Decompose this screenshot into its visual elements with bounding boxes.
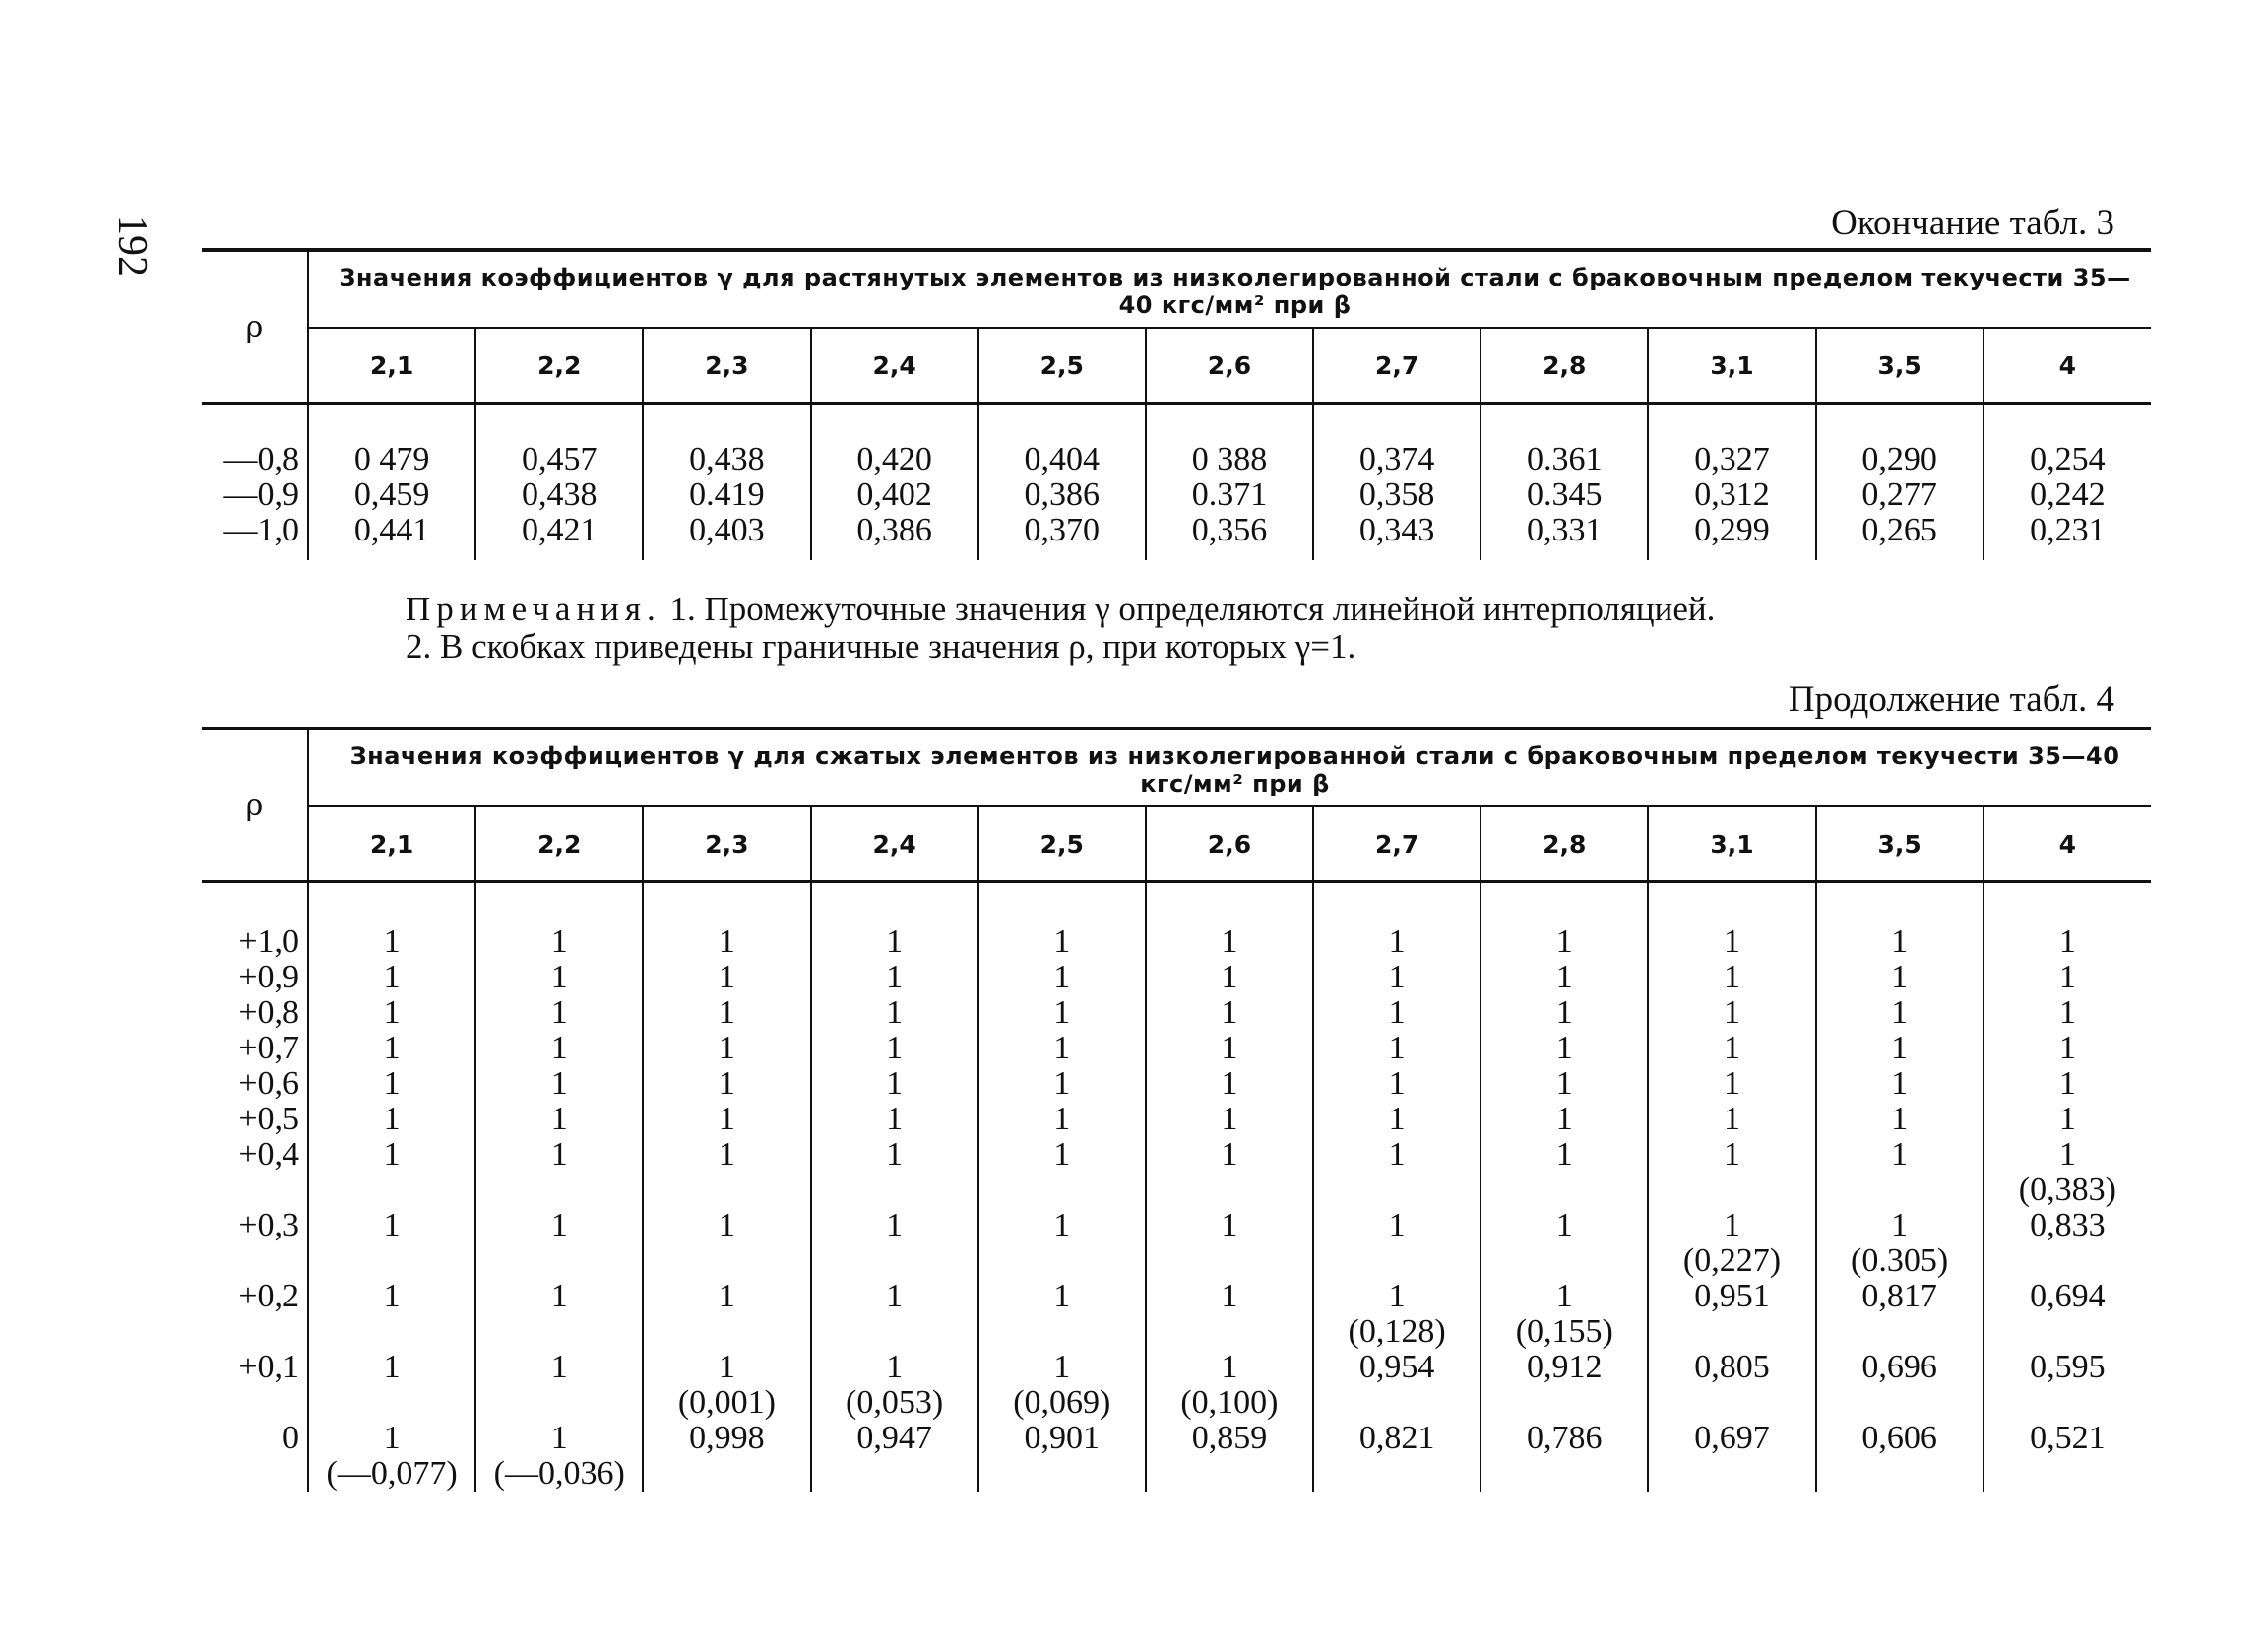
gamma-value bbox=[1649, 1385, 1814, 1421]
gamma-value: 1 bbox=[1388, 1207, 1406, 1243]
gamma-value: 0,403 bbox=[689, 512, 765, 548]
gamma-value: 1 bbox=[550, 1420, 568, 1456]
gamma-value: 1 bbox=[1723, 923, 1740, 960]
gamma-value: 1 bbox=[383, 994, 401, 1031]
gamma-value: 1 bbox=[1555, 1065, 1573, 1102]
note-1: 1. Промежуточные значения γ определяются линейной интерполяцией. bbox=[661, 590, 1716, 628]
gamma-value bbox=[1984, 1385, 2151, 1421]
gamma-column bbox=[1480, 882, 1648, 1492]
gamma-value: (0.305) bbox=[1851, 1242, 1949, 1279]
gamma-value: (0,383) bbox=[2018, 1172, 2116, 1208]
table3-beta-row bbox=[202, 328, 2151, 404]
gamma-value: 1 bbox=[1221, 1207, 1238, 1243]
gamma-value: 1 bbox=[1053, 959, 1071, 995]
gamma-value: 1 bbox=[1221, 1278, 1238, 1314]
gamma-value: 1 bbox=[1221, 1030, 1238, 1066]
gamma-value: 1 bbox=[718, 1349, 735, 1385]
gamma-value: (0,069) bbox=[1013, 1384, 1111, 1421]
gamma-value: 0,438 bbox=[522, 476, 598, 513]
gamma-value bbox=[812, 1314, 977, 1350]
table3-caption: Окончание табл. 3 bbox=[1831, 203, 2114, 243]
gamma-value: 1 bbox=[383, 1136, 401, 1173]
gamma-value: 1 bbox=[383, 1349, 401, 1385]
gamma-value: 1 bbox=[1388, 1278, 1406, 1314]
gamma-value: 1 bbox=[550, 1136, 568, 1173]
gamma-value: 1 bbox=[1053, 1101, 1071, 1137]
gamma-value bbox=[1817, 1385, 1983, 1421]
rho-value: +0,7 bbox=[238, 1030, 299, 1066]
beta-header: 2,5 bbox=[978, 328, 1146, 404]
gamma-value: 1 bbox=[886, 1065, 904, 1102]
gamma-value: 1 bbox=[1555, 1136, 1573, 1173]
gamma-value: 1 bbox=[886, 1136, 904, 1173]
gamma-value bbox=[1481, 1243, 1647, 1279]
gamma-value: 0,859 bbox=[1191, 1420, 1268, 1456]
gamma-column bbox=[643, 882, 810, 1492]
gamma-value: 0.361 bbox=[1527, 441, 1603, 477]
gamma-value: 1 bbox=[886, 994, 904, 1031]
beta-header: 2,5 bbox=[978, 806, 1146, 882]
gamma-value: 1 bbox=[1221, 1101, 1238, 1137]
gamma-value bbox=[476, 1173, 642, 1208]
rho-header: ρ bbox=[202, 250, 308, 404]
gamma-value: 0,370 bbox=[1024, 512, 1101, 548]
gamma-value: 1 bbox=[1053, 923, 1071, 960]
gamma-value: 1 bbox=[550, 994, 568, 1031]
gamma-value: 1 bbox=[550, 1101, 568, 1137]
gamma-value: 0,374 bbox=[1358, 441, 1435, 477]
beta-header: 2,7 bbox=[1313, 328, 1480, 404]
gamma-value: 0,998 bbox=[689, 1420, 765, 1456]
table3-group-header: Значения коэффициентов γ для растянутых элементов из низколегированной стали с браковочным пределом текучести 35—40 кгс/мм² при β bbox=[308, 250, 2151, 328]
rho-value: +0,9 bbox=[238, 959, 299, 995]
gamma-value: 1 bbox=[550, 1207, 568, 1243]
gamma-value: 0,327 bbox=[1694, 441, 1770, 477]
gamma-value bbox=[812, 1173, 977, 1208]
gamma-value: 1 bbox=[550, 1349, 568, 1385]
rho-value: 0 bbox=[283, 1420, 299, 1456]
gamma-value bbox=[309, 1243, 474, 1279]
gamma-value: 1 bbox=[383, 959, 401, 995]
rho-value: +0,8 bbox=[238, 994, 299, 1031]
gamma-value bbox=[644, 1314, 809, 1350]
gamma-value: 0,402 bbox=[856, 476, 932, 513]
gamma-value: 1 bbox=[1388, 923, 1406, 960]
gamma-value: 0,833 bbox=[2030, 1207, 2106, 1243]
gamma-value: 1 bbox=[383, 1420, 401, 1456]
gamma-value: 1 bbox=[718, 1101, 735, 1137]
gamma-value: 0,242 bbox=[2030, 476, 2106, 513]
gamma-value: 0,356 bbox=[1191, 512, 1268, 548]
gamma-column bbox=[643, 404, 810, 561]
gamma-value: 0,696 bbox=[1861, 1349, 1937, 1385]
gamma-value: 0,265 bbox=[1861, 512, 1937, 548]
gamma-value: 1 bbox=[1555, 1278, 1573, 1314]
notes-label: Примечания. bbox=[406, 590, 662, 628]
gamma-value: 1 bbox=[718, 1136, 735, 1173]
gamma-value: 1 bbox=[886, 959, 904, 995]
gamma-value: 0.419 bbox=[689, 476, 765, 513]
table-3 bbox=[202, 248, 2151, 560]
gamma-value: 1 bbox=[1723, 1207, 1740, 1243]
gamma-value bbox=[476, 1385, 642, 1421]
gamma-value: 0,312 bbox=[1694, 476, 1770, 513]
gamma-value: 1 bbox=[1555, 1101, 1573, 1137]
gamma-value: 0,254 bbox=[2030, 441, 2106, 477]
rho-value: —0,9 bbox=[223, 476, 299, 513]
rho-value: +0,4 bbox=[238, 1136, 299, 1173]
gamma-value: 0,947 bbox=[856, 1420, 932, 1456]
gamma-value: 1 bbox=[1891, 1065, 1909, 1102]
gamma-value: 1 bbox=[886, 1349, 904, 1385]
gamma-value: 1 bbox=[886, 1030, 904, 1066]
gamma-value: 1 bbox=[1053, 1207, 1071, 1243]
gamma-value: (—0,077) bbox=[326, 1455, 458, 1492]
gamma-value bbox=[1314, 1385, 1480, 1421]
gamma-value: 0,231 bbox=[2030, 512, 2106, 548]
gamma-value: 1 bbox=[1891, 923, 1909, 960]
beta-header: 4 bbox=[1984, 806, 2151, 882]
gamma-value bbox=[1147, 1314, 1312, 1350]
gamma-value: 1 bbox=[1053, 1278, 1071, 1314]
gamma-column bbox=[1648, 404, 1815, 561]
gamma-value: 1 bbox=[1053, 994, 1071, 1031]
beta-header: 3,1 bbox=[1648, 806, 1815, 882]
table3-notes bbox=[406, 591, 1715, 666]
gamma-column bbox=[1480, 404, 1648, 561]
gamma-value: 1 bbox=[1221, 1065, 1238, 1102]
rho-value: +1,0 bbox=[238, 923, 299, 960]
gamma-value: 1 bbox=[550, 1065, 568, 1102]
gamma-value: 0 479 bbox=[353, 441, 430, 477]
gamma-value: 1 bbox=[1891, 1101, 1909, 1137]
gamma-value: 1 bbox=[550, 959, 568, 995]
gamma-column bbox=[308, 882, 475, 1492]
gamma-value: 0,420 bbox=[856, 441, 932, 477]
gamma-value: 0,441 bbox=[353, 512, 430, 548]
gamma-value: 1 bbox=[886, 923, 904, 960]
table4-caption: Продолжение табл. 4 bbox=[1788, 679, 2114, 720]
gamma-value: 1 bbox=[1891, 959, 1909, 995]
beta-header: 3,5 bbox=[1816, 806, 1984, 882]
gamma-value: 1 bbox=[1555, 959, 1573, 995]
gamma-value: 1 bbox=[550, 1030, 568, 1066]
beta-header: 2,1 bbox=[308, 328, 475, 404]
gamma-value: 1 bbox=[2058, 1136, 2076, 1173]
gamma-value: 1 bbox=[1723, 994, 1740, 1031]
gamma-column bbox=[1984, 404, 2151, 561]
gamma-value: 1 bbox=[1388, 1030, 1406, 1066]
gamma-value: 0,277 bbox=[1861, 476, 1937, 513]
gamma-value: 1 bbox=[1388, 959, 1406, 995]
gamma-value: 0,954 bbox=[1358, 1349, 1435, 1385]
gamma-value: (0,227) bbox=[1682, 1242, 1782, 1279]
gamma-value: 1 bbox=[2058, 994, 2076, 1031]
gamma-value: 1 bbox=[1723, 1101, 1740, 1137]
gamma-value: 1 bbox=[1891, 1207, 1909, 1243]
gamma-value bbox=[1147, 1243, 1312, 1279]
gamma-value: 0,421 bbox=[522, 512, 598, 548]
rho-value bbox=[202, 1385, 299, 1421]
gamma-value: 1 bbox=[1723, 1030, 1740, 1066]
gamma-value bbox=[1147, 1173, 1312, 1208]
beta-header: 3,1 bbox=[1648, 328, 1815, 404]
table3-rho-column bbox=[202, 404, 308, 561]
gamma-value: 0,694 bbox=[2030, 1278, 2106, 1314]
gamma-value: 1 bbox=[2058, 1065, 2076, 1102]
table3-body-row bbox=[202, 404, 2151, 561]
gamma-value: 1 bbox=[383, 923, 401, 960]
gamma-value: 1 bbox=[718, 994, 735, 1031]
gamma-column bbox=[811, 404, 978, 561]
beta-header: 2,6 bbox=[1146, 806, 1313, 882]
rho-value bbox=[202, 1314, 299, 1350]
beta-header: 2,8 bbox=[1480, 328, 1648, 404]
gamma-value: 1 bbox=[1555, 923, 1573, 960]
page-number: 192 bbox=[109, 215, 155, 277]
gamma-value: 1 bbox=[2058, 1030, 2076, 1066]
gamma-value: 0 388 bbox=[1191, 441, 1268, 477]
gamma-value: 1 bbox=[1221, 1136, 1238, 1173]
gamma-value: 0,386 bbox=[856, 512, 932, 548]
gamma-value bbox=[1649, 1314, 1814, 1350]
table4-beta-row bbox=[202, 806, 2151, 882]
gamma-column bbox=[475, 404, 643, 561]
rho-value: +0,1 bbox=[238, 1349, 299, 1385]
gamma-value bbox=[309, 1314, 474, 1350]
gamma-value: 1 bbox=[1388, 994, 1406, 1031]
rho-header: ρ bbox=[202, 729, 308, 882]
gamma-value: 1 bbox=[1053, 1030, 1071, 1066]
gamma-value: 0.345 bbox=[1527, 476, 1603, 513]
gamma-column bbox=[978, 882, 1146, 1492]
gamma-column bbox=[308, 404, 475, 561]
gamma-value: 1 bbox=[1555, 994, 1573, 1031]
gamma-value: 1 bbox=[1053, 1349, 1071, 1385]
beta-header: 3,5 bbox=[1816, 328, 1984, 404]
gamma-value: 0,606 bbox=[1861, 1420, 1937, 1456]
gamma-value: 0.371 bbox=[1191, 476, 1268, 513]
gamma-value bbox=[1481, 1173, 1647, 1208]
beta-header: 2,6 bbox=[1146, 328, 1313, 404]
gamma-value: 1 bbox=[1221, 1349, 1238, 1385]
gamma-column bbox=[1816, 404, 1984, 561]
gamma-value bbox=[476, 1314, 642, 1350]
gamma-value bbox=[812, 1243, 977, 1279]
gamma-value: 0,343 bbox=[1358, 512, 1435, 548]
gamma-value: 1 bbox=[2058, 959, 2076, 995]
beta-header: 2,7 bbox=[1313, 806, 1480, 882]
gamma-column bbox=[1984, 882, 2151, 1492]
gamma-value: (—0,036) bbox=[493, 1455, 625, 1492]
rho-value: +0,3 bbox=[238, 1207, 299, 1243]
gamma-value: 0,358 bbox=[1358, 476, 1435, 513]
gamma-value bbox=[1817, 1173, 1983, 1208]
gamma-value bbox=[1481, 1385, 1647, 1421]
gamma-value: 0,438 bbox=[689, 441, 765, 477]
gamma-value: 1 bbox=[1388, 1065, 1406, 1102]
table4-group-header: Значения коэффициентов γ для сжатых элементов из низколегированной стали с браковочным пределом текучести 35—40 кгс/мм² при β bbox=[308, 729, 2151, 806]
gamma-value: 1 bbox=[1891, 1030, 1909, 1066]
gamma-value: 1 bbox=[2058, 1101, 2076, 1137]
gamma-column bbox=[475, 882, 643, 1492]
beta-header: 2,3 bbox=[643, 328, 810, 404]
gamma-value: 0,457 bbox=[522, 441, 598, 477]
gamma-value: (0,155) bbox=[1515, 1313, 1613, 1350]
gamma-value: 1 bbox=[550, 923, 568, 960]
table4-body-row bbox=[202, 882, 2151, 1492]
gamma-column bbox=[1313, 404, 1480, 561]
note-2: 2. В скобках приведены граничные значения ρ, при которых γ=1. bbox=[406, 627, 1356, 666]
rho-value: +0,5 bbox=[238, 1101, 299, 1137]
gamma-value: 1 bbox=[1388, 1101, 1406, 1137]
gamma-value: 1 bbox=[1723, 1136, 1740, 1173]
gamma-value: 1 bbox=[718, 923, 735, 960]
gamma-value: 0,817 bbox=[1861, 1278, 1937, 1314]
gamma-value bbox=[309, 1385, 474, 1421]
beta-header: 2,4 bbox=[811, 328, 978, 404]
gamma-value: 1 bbox=[383, 1101, 401, 1137]
gamma-column bbox=[1146, 404, 1313, 561]
gamma-value bbox=[1649, 1173, 1814, 1208]
gamma-value: 1 bbox=[1555, 1030, 1573, 1066]
gamma-value: 0,521 bbox=[2030, 1420, 2106, 1456]
gamma-value: 0,951 bbox=[1694, 1278, 1770, 1314]
beta-header: 2,1 bbox=[308, 806, 475, 882]
gamma-value bbox=[1817, 1314, 1983, 1350]
gamma-value: 0,595 bbox=[2030, 1349, 2106, 1385]
gamma-value: (0,128) bbox=[1348, 1313, 1446, 1350]
gamma-value: 1 bbox=[550, 1278, 568, 1314]
gamma-value: 1 bbox=[718, 1278, 735, 1314]
beta-header: 2,2 bbox=[475, 806, 643, 882]
gamma-value bbox=[644, 1243, 809, 1279]
gamma-value: 0,331 bbox=[1527, 512, 1603, 548]
gamma-value bbox=[979, 1173, 1145, 1208]
rho-value: —1,0 bbox=[223, 512, 299, 548]
gamma-value: 1 bbox=[383, 1207, 401, 1243]
gamma-column bbox=[811, 882, 978, 1492]
gamma-value bbox=[1984, 1243, 2151, 1279]
gamma-column bbox=[1648, 882, 1815, 1492]
gamma-value: 1 bbox=[1221, 959, 1238, 995]
gamma-value: 0,459 bbox=[353, 476, 430, 513]
gamma-column bbox=[978, 404, 1146, 561]
gamma-column bbox=[1146, 882, 1313, 1492]
rho-value: +0,2 bbox=[238, 1278, 299, 1314]
gamma-value: 1 bbox=[718, 959, 735, 995]
gamma-value: 0,901 bbox=[1024, 1420, 1101, 1456]
gamma-value: 1 bbox=[1723, 1065, 1740, 1102]
beta-header: 2,4 bbox=[811, 806, 978, 882]
gamma-value: 1 bbox=[1891, 994, 1909, 1031]
gamma-value: (0,053) bbox=[846, 1384, 944, 1421]
beta-header: 4 bbox=[1984, 328, 2151, 404]
gamma-value: 1 bbox=[383, 1065, 401, 1102]
table-4 bbox=[202, 727, 2151, 1492]
gamma-value: (0,001) bbox=[677, 1384, 776, 1421]
gamma-value: 1 bbox=[2058, 923, 2076, 960]
gamma-value: 1 bbox=[886, 1101, 904, 1137]
gamma-value: 0,386 bbox=[1024, 476, 1101, 513]
beta-header: 2,3 bbox=[643, 806, 810, 882]
rho-value: —0,8 bbox=[223, 441, 299, 477]
gamma-value: 0,290 bbox=[1861, 441, 1937, 477]
gamma-value: 1 bbox=[1555, 1207, 1573, 1243]
gamma-column bbox=[1313, 882, 1480, 1492]
gamma-value bbox=[979, 1243, 1145, 1279]
gamma-value: 1 bbox=[383, 1278, 401, 1314]
table4-rho-column bbox=[202, 882, 308, 1492]
gamma-value: 0,786 bbox=[1527, 1420, 1603, 1456]
gamma-value: 1 bbox=[1053, 1065, 1071, 1102]
gamma-value bbox=[309, 1173, 474, 1208]
gamma-value: 1 bbox=[1053, 1136, 1071, 1173]
gamma-value: 1 bbox=[1221, 923, 1238, 960]
gamma-value: 1 bbox=[1723, 959, 1740, 995]
gamma-value bbox=[644, 1173, 809, 1208]
gamma-value bbox=[1314, 1243, 1480, 1279]
gamma-value: 1 bbox=[718, 1030, 735, 1066]
gamma-value: 0,299 bbox=[1694, 512, 1770, 548]
gamma-value: 1 bbox=[718, 1207, 735, 1243]
gamma-value bbox=[476, 1243, 642, 1279]
gamma-column bbox=[1816, 882, 1984, 1492]
gamma-value: 0,912 bbox=[1527, 1349, 1603, 1385]
gamma-value: 1 bbox=[1388, 1136, 1406, 1173]
gamma-value: 1 bbox=[886, 1207, 904, 1243]
gamma-value: 1 bbox=[383, 1030, 401, 1066]
gamma-value bbox=[979, 1314, 1145, 1350]
gamma-value: 0,805 bbox=[1694, 1349, 1770, 1385]
rho-value bbox=[202, 1243, 299, 1279]
gamma-value: 1 bbox=[1221, 994, 1238, 1031]
gamma-value: 1 bbox=[718, 1065, 735, 1102]
gamma-value: 1 bbox=[1891, 1136, 1909, 1173]
gamma-value: 1 bbox=[886, 1278, 904, 1314]
rho-value bbox=[202, 1173, 299, 1208]
beta-header: 2,8 bbox=[1480, 806, 1648, 882]
gamma-value bbox=[1984, 1314, 2151, 1350]
gamma-value: (0,100) bbox=[1180, 1384, 1279, 1421]
beta-header: 2,2 bbox=[475, 328, 643, 404]
gamma-value: 0,404 bbox=[1024, 441, 1101, 477]
rho-value: +0,6 bbox=[238, 1065, 299, 1102]
gamma-value: 0,697 bbox=[1694, 1420, 1770, 1456]
gamma-value bbox=[1314, 1173, 1480, 1208]
gamma-value: 0,821 bbox=[1358, 1420, 1435, 1456]
